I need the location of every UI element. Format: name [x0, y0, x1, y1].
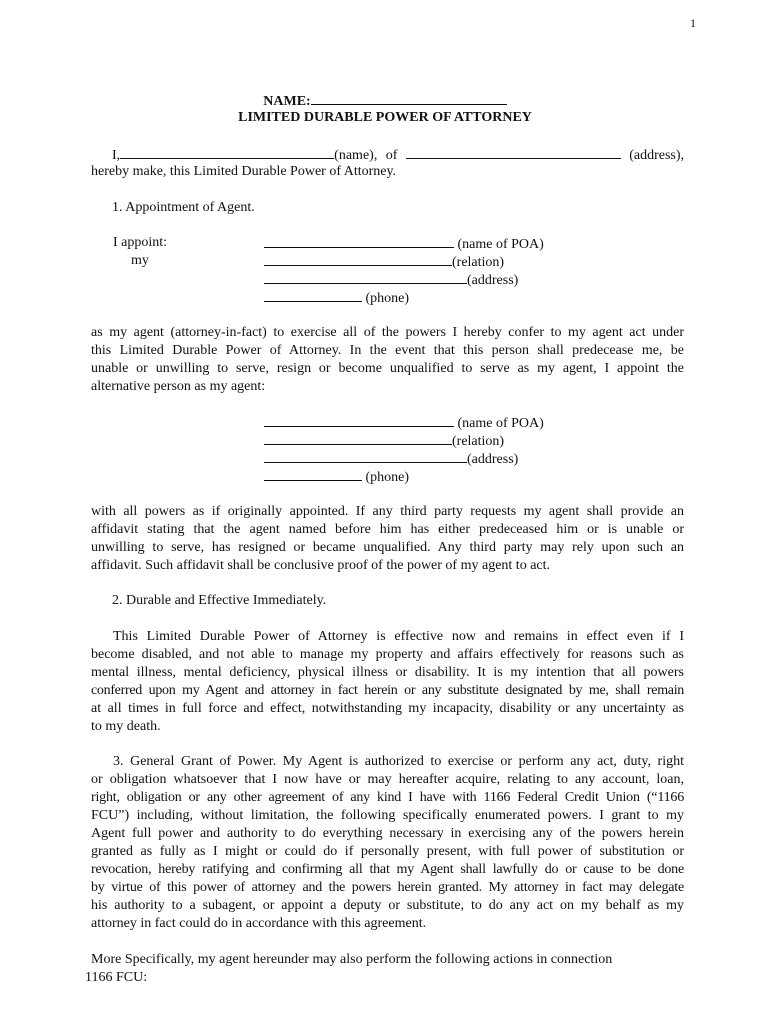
alternate-name-row	[264, 413, 564, 431]
my-label: my	[131, 253, 149, 268]
alternate-relation-blank[interactable]	[264, 431, 452, 445]
primary-address-label: (address)	[467, 273, 519, 288]
alternate-phone-label: (phone)	[365, 470, 410, 485]
s3-line-5: Agent full power and authority to do everything necessary in exercising any of the powers herein	[91, 826, 684, 841]
intro-line-2: hereby make, this Limited Durable Power of Attorney.	[91, 164, 397, 179]
s1p1-line-4: alternative person as my agent:	[91, 379, 266, 394]
section-3-paragraph	[91, 753, 684, 933]
name-heading	[0, 91, 770, 111]
s2-line-4: conferred upon my Agent and attorney in fact herein or any substitute designated by me, shall remain	[91, 683, 684, 698]
primary-agent-fields	[264, 234, 564, 306]
alternate-name-blank[interactable]	[264, 413, 454, 427]
primary-address-row	[264, 270, 564, 288]
intro-of: of	[385, 148, 398, 163]
s3-line-8: by virtue of this power of attorney and the powers herein granted. My attorney in fact may delegate	[91, 880, 684, 895]
s1p1-line-1: as my agent (attorney-in-fact) to exercise all of the powers I hereby confer to my agent act under	[91, 325, 684, 340]
s2-line-3: mental illness, mental deficiency, physical illness or disability. It is my intention that all powers	[91, 665, 684, 680]
principal-address-blank[interactable]	[406, 145, 621, 159]
primary-relation-label: (relation)	[452, 255, 505, 270]
intro-line-1	[91, 145, 684, 163]
section-1-title: 1. Appointment of Agent.	[112, 200, 255, 215]
s3-line-9: his authority to a subagent, or appoint a deputy or substitute, to do any act on my behalf as my	[91, 898, 684, 913]
s2-line-1: This Limited Durable Power of Attorney is effective now and remains in effect even if I	[113, 629, 684, 644]
appoint-label: I appoint:	[113, 235, 168, 250]
section-2-paragraph	[91, 628, 684, 736]
s3-line-6: granted as fully as I might or could do if personally present, with full power of substitution or	[91, 844, 684, 859]
primary-name-blank[interactable]	[264, 234, 454, 248]
s3-line-7: revocation, hereby ratifying and confirming all that my Agent shall lawfully do or cause to be done	[91, 862, 684, 877]
s1p2-line-3: unwilling to serve, has resigned or became unqualified. Any third party may rely upon such an	[91, 540, 684, 555]
intro-address-suffix: (address),	[629, 148, 685, 163]
alternate-phone-blank[interactable]	[264, 467, 362, 481]
s3-line-4: FCU”) including, without limitation, the following specifically enumerated powers. I grant to my	[91, 808, 684, 823]
section-1-paragraph-1	[91, 324, 684, 396]
s1p1-line-3: unable or unwilling to serve, resign or become unqualified to serve as my agent, I appoint the	[91, 361, 684, 376]
primary-name-row	[264, 234, 564, 252]
section-1-paragraph-2	[91, 503, 684, 575]
page-number: 1	[690, 16, 696, 30]
alternate-relation-label: (relation)	[452, 434, 505, 449]
alternate-address-row	[264, 449, 564, 467]
closing-line-1: More Specifically, my agent hereunder may also perform the following actions in connection	[91, 952, 613, 967]
intro-paragraph	[91, 145, 684, 181]
s3-line-2: or obligation whatsoever that I now have or may hereafter acquire, relating to any account, loan,	[91, 772, 684, 787]
s2-line-2: become disabled, and not able to manage my property and affairs effectively for reasons such as	[91, 647, 684, 662]
primary-phone-label: (phone)	[365, 291, 410, 306]
primary-relation-row	[264, 252, 564, 270]
intro-name-suffix: (name),	[334, 148, 378, 163]
alternate-name-label: (name of POA)	[457, 416, 544, 431]
s1p2-line-1: with all powers as if originally appointed. If any third party requests my agent shall provide an	[91, 504, 684, 519]
alternate-address-blank[interactable]	[264, 449, 467, 463]
name-blank[interactable]	[311, 91, 507, 105]
alternate-address-label: (address)	[467, 452, 519, 467]
primary-address-blank[interactable]	[264, 270, 467, 284]
closing-line-2: 1166 FCU:	[85, 970, 148, 985]
s1p2-line-4: affidavit. Such affidavit shall be conclusive proof of the power of my agent to act.	[91, 558, 551, 573]
document-title: LIMITED DURABLE POWER OF ATTORNEY	[238, 110, 532, 125]
alternate-agent-fields	[264, 413, 564, 485]
s3-line-1: 3. General Grant of Power. My Agent is authorized to exercise or perform any act, duty, right	[113, 754, 684, 769]
primary-phone-row	[264, 288, 564, 306]
s1p2-line-2: affidavit stating that the agent named before him has either predeceased him or is unable or	[91, 522, 684, 537]
s1p1-line-2: this Limited Durable Power of Attorney. In the event that this person shall predecease me, be	[91, 343, 684, 358]
s3-line-3: right, obligation or any other agreement of any kind I have with 1166 Federal Credit Union (“1166	[91, 790, 684, 805]
name-label: NAME:	[263, 94, 311, 109]
alternate-relation-row	[264, 431, 564, 449]
intro-i: I,	[112, 148, 121, 163]
primary-phone-blank[interactable]	[264, 288, 362, 302]
principal-name-blank[interactable]	[120, 145, 334, 159]
primary-relation-blank[interactable]	[264, 252, 452, 266]
s3-line-10: attorney in fact could do in accordance with this agreement.	[91, 916, 427, 931]
section-2-title: 2. Durable and Effective Immediately.	[112, 593, 327, 608]
s2-line-6: to my death.	[91, 719, 161, 734]
s2-line-5: at all times in full force and effect, notwithstanding my incapacity, disability or any uncertainty as	[91, 701, 684, 716]
primary-name-label: (name of POA)	[457, 237, 544, 252]
alternate-phone-row	[264, 467, 564, 485]
